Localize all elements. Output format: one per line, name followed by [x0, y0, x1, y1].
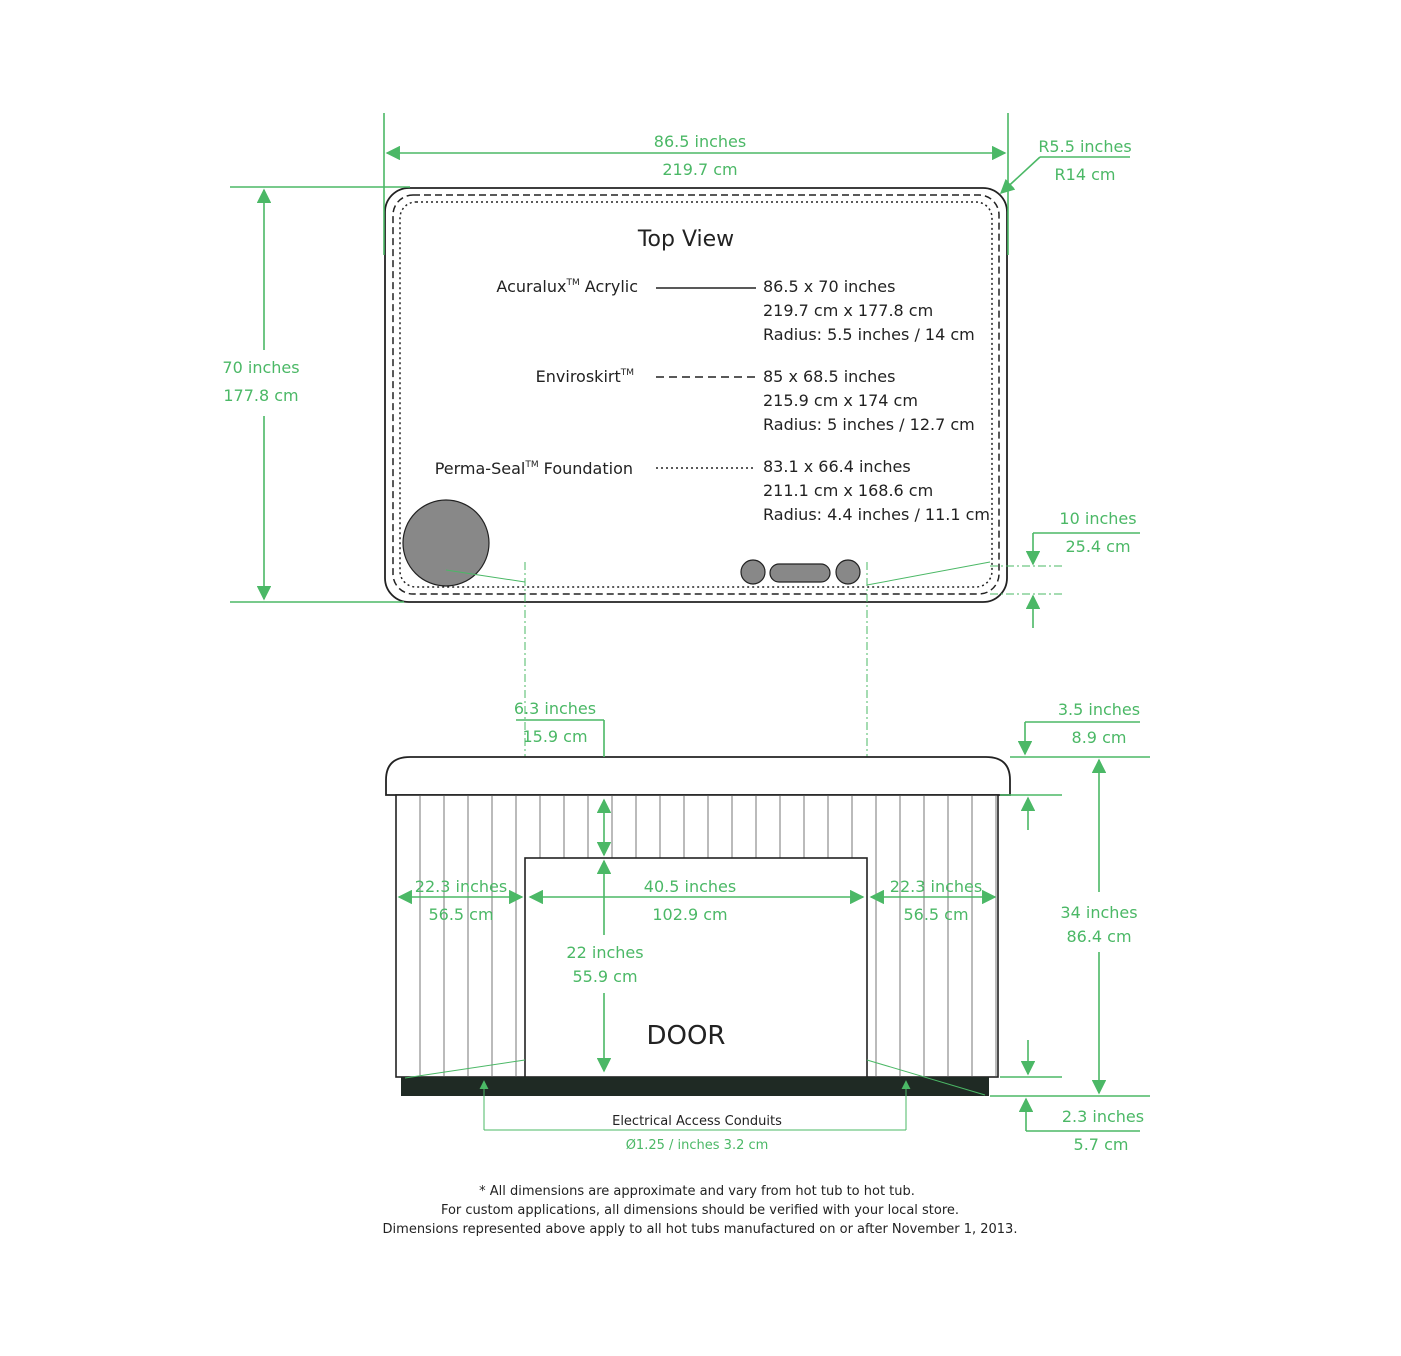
svg-text:215.9 cm x 174 cm: 215.9 cm x 174 cm	[763, 391, 918, 410]
legend-acrylic	[496, 277, 974, 344]
footnote-line-2: For custom applications, all dimensions should be verified with your local store.	[440, 1203, 960, 1218]
radius-inches-label: R5.5 inches	[1038, 137, 1132, 156]
control-knob-right	[836, 560, 860, 584]
svg-text:85 x 68.5 inches: 85 x 68.5 inches	[763, 367, 896, 386]
base-height-inches-label: 2.3 inches	[1061, 1107, 1145, 1126]
inset-inches-label: 10 inches	[1059, 509, 1137, 528]
svg-text:211.1 cm x 168.6 cm: 211.1 cm x 168.6 cm	[763, 481, 934, 500]
svg-text:Radius: 5.5 inches / 14 cm: Radius: 5.5 inches / 14 cm	[763, 325, 975, 344]
total-height-inches-label: 34 inches	[1060, 903, 1138, 922]
svg-text:219.7 cm x 177.8 cm: 219.7 cm x 177.8 cm	[763, 301, 934, 320]
top-view-title: Top View	[637, 227, 735, 252]
right-panel-inches-label: 22.3 inches	[889, 877, 983, 896]
filter-circle	[403, 500, 489, 586]
lip-offset-cm-label: 15.9 cm	[522, 727, 588, 746]
footnote-line-3: Dimensions represented above apply to all hot tubs manufactured on or after November 1, 2013.	[382, 1222, 1018, 1237]
svg-text:86.5 x 70 inches: 86.5 x 70 inches	[763, 277, 896, 296]
width-inches-label: 86.5 inches	[653, 132, 747, 151]
cap-height-cm-label: 8.9 cm	[1071, 728, 1127, 747]
inset-cm-label: 25.4 cm	[1065, 537, 1131, 556]
right-panel-cm-label: 56.5 cm	[903, 905, 969, 924]
svg-text:Radius: 5 inches / 12.7 cm: Radius: 5 inches / 12.7 cm	[763, 415, 975, 434]
tub-lip	[386, 757, 1010, 795]
conduits-label: Electrical Access Conduits	[612, 1114, 782, 1129]
door-label: DOOR	[646, 1021, 726, 1051]
cap-height-inches-label: 3.5 inches	[1057, 700, 1141, 719]
door-height-inches-label: 22 inches	[566, 943, 644, 962]
radius-cm-label: R14 cm	[1054, 165, 1116, 184]
door-width-cm-label: 102.9 cm	[652, 905, 728, 924]
lip-offset-inches-label: 6.3 inches	[513, 699, 597, 718]
svg-text:AcuraluxTM Acrylic: Acuralux™ Acrylic	[496, 277, 638, 296]
foundation-base	[401, 1077, 989, 1096]
door-width-inches-label: 40.5 inches	[643, 877, 737, 896]
svg-text:Perma-SealTM Foundation: Perma-Seal™ Foundation	[434, 459, 633, 478]
footnote-line-1: * All dimensions are approximate and vary from hot tub to hot tub.	[479, 1184, 915, 1199]
conduits-size-label: Ø1.25 / inches 3.2 cm	[625, 1138, 769, 1153]
width-cm-label: 219.7 cm	[662, 160, 738, 179]
legend-enviroskirt	[536, 367, 975, 434]
svg-text:83.1 x 66.4 inches: 83.1 x 66.4 inches	[763, 457, 911, 476]
height-inches-label: 70 inches	[222, 358, 300, 377]
radius-leader	[1001, 157, 1040, 193]
total-height-cm-label: 86.4 cm	[1066, 927, 1132, 946]
base-height-cm-label: 5.7 cm	[1073, 1135, 1129, 1154]
height-cm-label: 177.8 cm	[223, 386, 299, 405]
footnotes	[383, 1184, 1018, 1237]
side-view	[386, 699, 1150, 1154]
left-panel-cm-label: 56.5 cm	[428, 905, 494, 924]
control-panel	[770, 564, 830, 582]
control-knob-left	[741, 560, 765, 584]
top-view	[222, 113, 1140, 860]
door-height-cm-label: 55.9 cm	[572, 967, 638, 986]
left-panel-inches-label: 22.3 inches	[414, 877, 508, 896]
svg-text:Radius: 4.4 inches / 11.1 cm: Radius: 4.4 inches / 11.1 cm	[763, 505, 991, 524]
legend-foundation	[435, 457, 990, 524]
svg-text:EnviroskirtTM: Enviroskirt™	[535, 367, 634, 386]
